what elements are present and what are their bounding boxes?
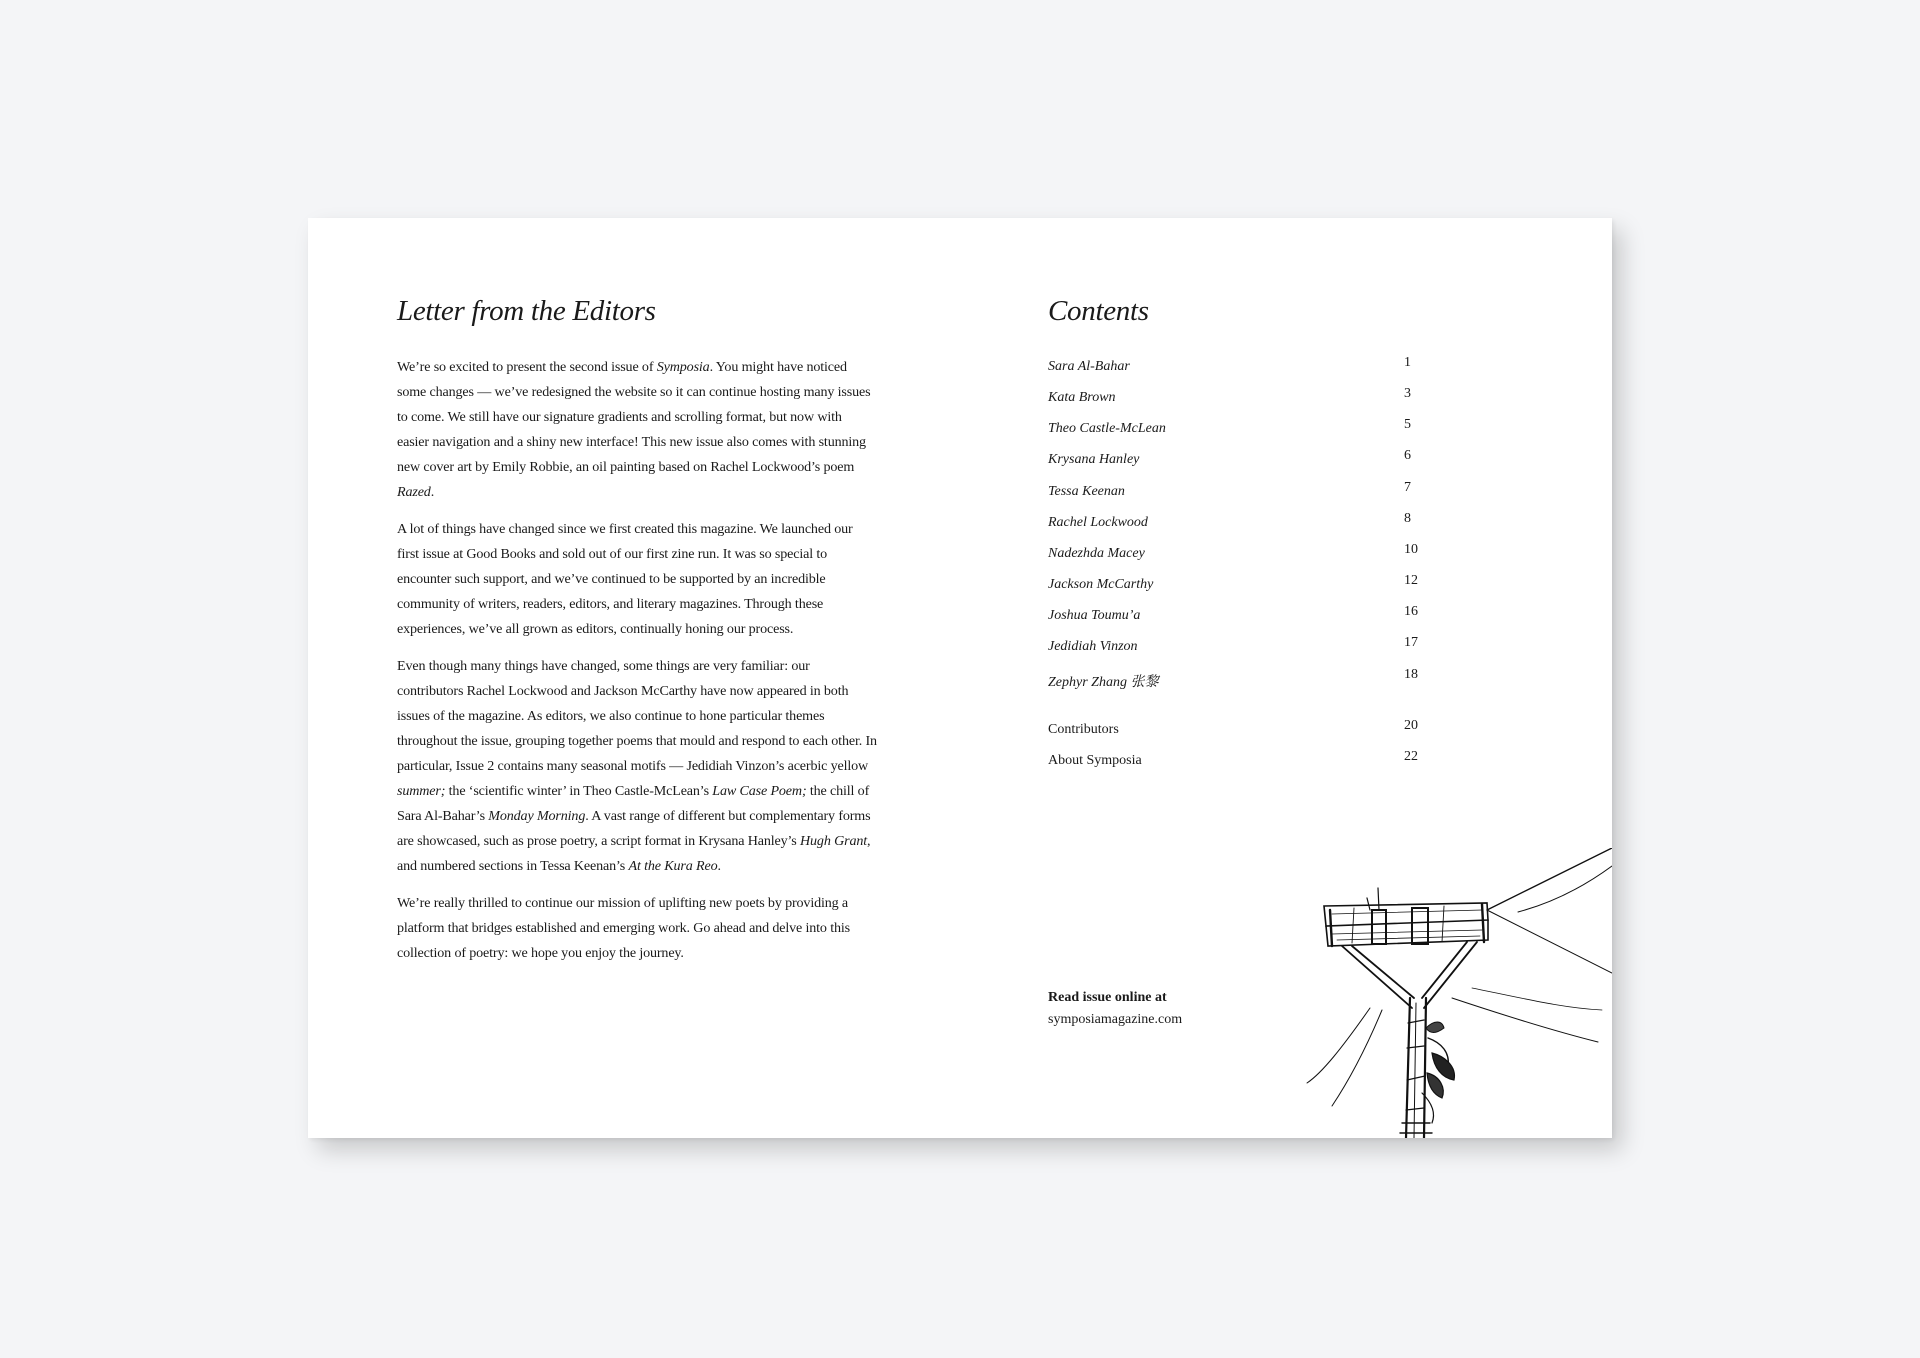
- contents-entry-name: Sara Al-Bahar: [1048, 358, 1130, 374]
- contents-entry[interactable]: [1048, 415, 1428, 446]
- contents-section: [1048, 294, 1428, 778]
- contents-entry[interactable]: [1048, 384, 1428, 415]
- contents-entry-page: 12: [1404, 573, 1418, 589]
- read-online-url[interactable]: symposiamagazine.com: [1048, 1012, 1183, 1027]
- contents-entry-name: Joshua Toumu’a: [1048, 608, 1141, 624]
- letter-text: A lot of things have changed since we first created this magazine. We launched our first issue at Good Books and sold out of our first zine run. It was so special to encounter such support, and we’ve continued to be supported by an incredible community of writers, readers, editors, and literary magazines. Through these experiences, we’ve all grown as editors, continually honing our process.: [397, 520, 853, 637]
- contents-entry-page: 3: [1404, 385, 1411, 401]
- letter-text: . A vast range of different but complementary forms are showcased, such as prose poetry, a script format in Krysana Hanley’s: [397, 807, 871, 849]
- contents-entry-page: 8: [1404, 510, 1411, 526]
- letter-italic-text: summer;: [397, 782, 446, 799]
- contents-entry-name: Jedidiah Vinzon: [1048, 639, 1138, 655]
- contents-entry-name: Nadezhda Macey: [1048, 545, 1145, 561]
- contents-entry-name: About Symposia: [1048, 753, 1142, 769]
- contents-entry-name: Contributors: [1048, 721, 1119, 737]
- contents-entry-page: 16: [1404, 604, 1418, 620]
- contents-entry-name: Tessa Keenan: [1048, 483, 1125, 499]
- contents-entry-page: 17: [1404, 635, 1418, 651]
- letter-text: .: [717, 857, 721, 874]
- contents-entry-page: 10: [1404, 541, 1418, 557]
- contents-title: Contents: [1048, 295, 1149, 327]
- contents-entry[interactable]: [1048, 571, 1428, 602]
- contents-entry-name: Jackson McCarthy: [1048, 577, 1154, 593]
- contents-entry[interactable]: [1048, 509, 1428, 540]
- contents-entry-name: Krysana Hanley: [1048, 452, 1140, 468]
- letter-text: the chill of Sara Al-Bahar’s: [397, 782, 870, 824]
- contents-author-list: [1048, 353, 1428, 696]
- letter-italic-text: Hugh Grant: [800, 832, 868, 849]
- contents-entry[interactable]: [1048, 747, 1428, 778]
- contents-entry-page: 5: [1404, 417, 1411, 433]
- contents-entry[interactable]: [1048, 633, 1428, 664]
- contents-entry[interactable]: [1048, 540, 1428, 571]
- letter-text: . You might have noticed some changes — we’ve redesigned the website so it can continue hosting many issues to come. We still have our signature gradients and scrolling format, but now with easier navigation and a shiny new interface! This new issue also comes with stunning new cover art by Emily Robbie, an oil painting based on Rachel Lockwood’s poem: [397, 358, 871, 475]
- letter-text: We’re really thrilled to continue our mission of uplifting new poets by providing a platform that bridges established and emerging work. Go ahead and delve into this collection of poetry: we hope you enjoy the journey.: [397, 894, 850, 961]
- contents-entry[interactable]: [1048, 602, 1428, 633]
- contents-entry-page: 22: [1404, 749, 1418, 765]
- letter-paragraph: [397, 654, 877, 879]
- letter-italic-text: Symposia: [656, 358, 710, 375]
- contents-entry-page: 7: [1404, 479, 1411, 495]
- letter-italic-text: At the Kura Reo: [628, 857, 718, 874]
- read-online-note: [1048, 987, 1182, 1031]
- contents-entry-name: Zephyr Zhang 张黎: [1048, 674, 1159, 690]
- letter-text: , and numbered sections in Tessa Keenan’s: [397, 832, 871, 874]
- letter-text: Even though many things have changed, some things are very familiar: our contributors Rachel Lockwood and Jackson McCarthy have now appeared in both issues of the magazine. As editors, we also continue to hone particular themes throughout the issue, grouping together poems that mould and respond to each other. In particular, Issue 2 contains many seasonal motifs — Jedidiah Vinzon’s acerbic yellow: [397, 657, 877, 774]
- letter-paragraph: [397, 891, 877, 966]
- contents-entry[interactable]: [1048, 716, 1428, 747]
- contents-divider-space: [1048, 696, 1428, 716]
- letter-paragraph: [397, 355, 877, 505]
- contents-entry-page: 6: [1404, 448, 1411, 464]
- letter-text: .: [430, 483, 435, 500]
- letter-title: Letter from the Editors: [397, 295, 656, 327]
- contents-entry-page: 20: [1404, 717, 1418, 733]
- letter-italic-text: Monday Morning: [488, 807, 586, 824]
- letter-italic-text: Law Case Poem;: [712, 782, 807, 799]
- contents-entry[interactable]: [1048, 478, 1428, 509]
- letter-text: the ‘scientific winter’ in Theo Castle-McLean’s: [445, 782, 713, 799]
- contents-entry-name: Rachel Lockwood: [1048, 514, 1148, 530]
- magazine-spread: [308, 218, 1612, 1138]
- letter-italic-text: Razed: [397, 483, 431, 500]
- letter-from-editors: [397, 294, 877, 978]
- contents-entry-name: Theo Castle-McLean: [1048, 421, 1166, 437]
- contents-extras-list: [1048, 716, 1428, 778]
- contents-entry-name: Kata Brown: [1048, 389, 1116, 405]
- contents-entry-page: 18: [1404, 666, 1418, 682]
- utility-pole-sketch-icon: [1282, 848, 1612, 1138]
- contents-entry-page: 1: [1404, 354, 1411, 370]
- letter-text: We’re so excited to present the second issue of: [397, 358, 657, 375]
- contents-entry[interactable]: [1048, 446, 1428, 477]
- letter-body: [397, 355, 877, 966]
- read-online-label: Read issue online at: [1048, 990, 1167, 1005]
- contents-entry[interactable]: [1048, 665, 1428, 696]
- letter-paragraph: [397, 517, 877, 642]
- contents-entry[interactable]: [1048, 353, 1428, 384]
